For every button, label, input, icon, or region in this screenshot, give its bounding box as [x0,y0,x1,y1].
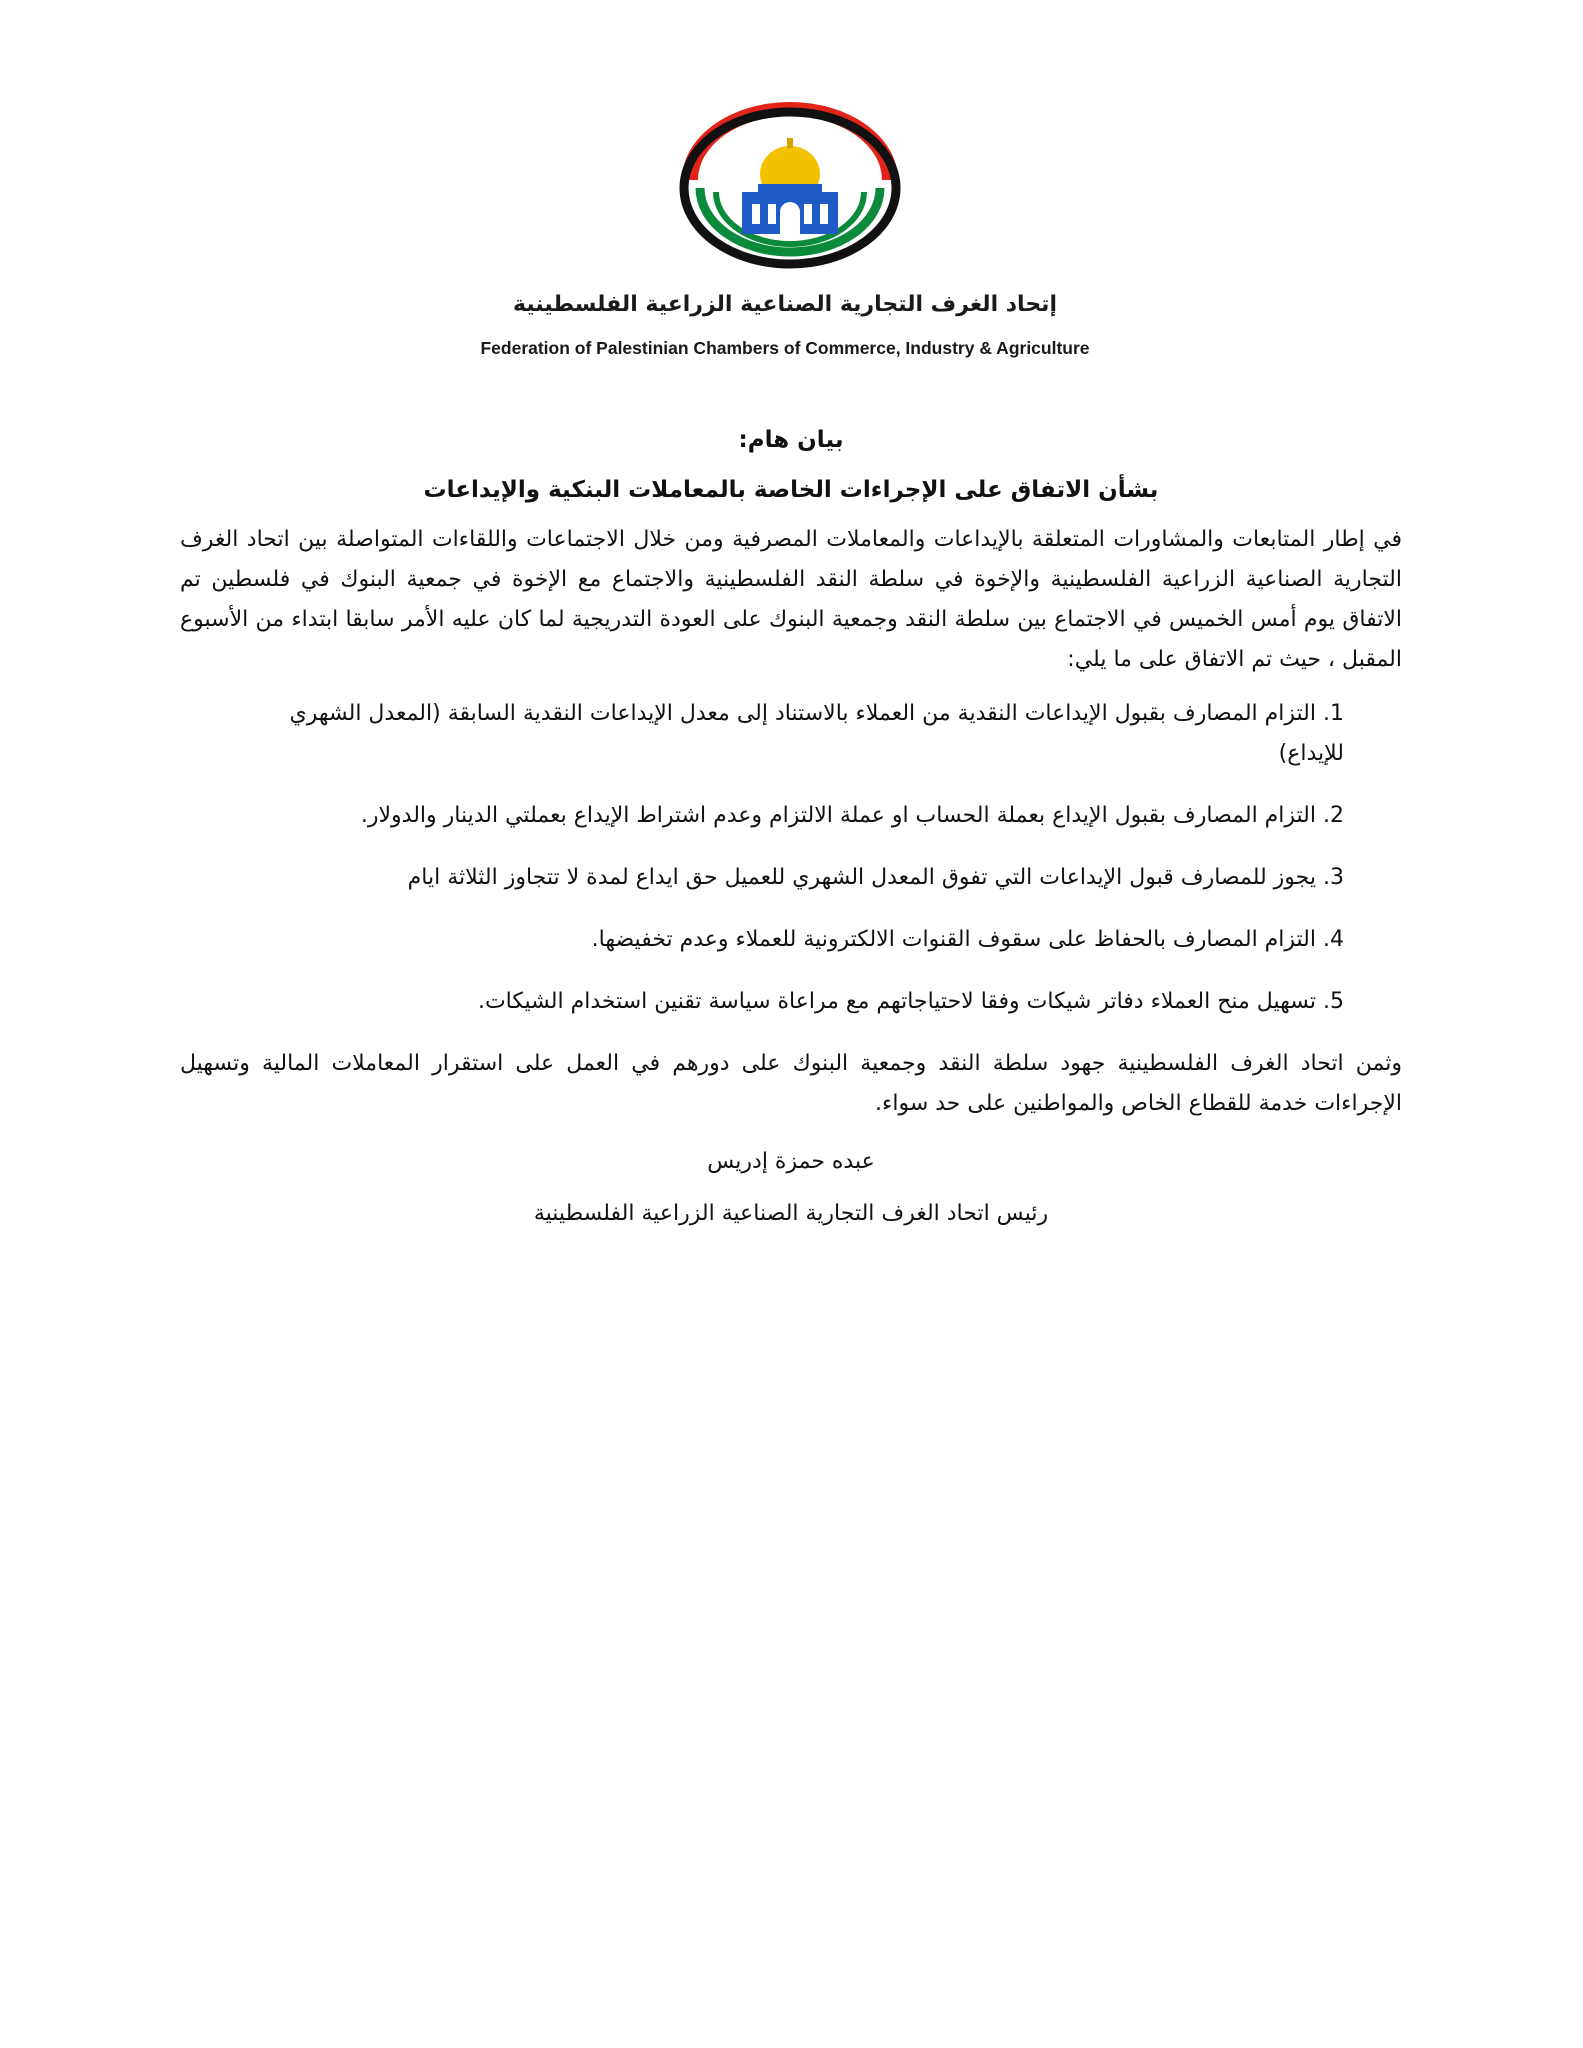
item-text: التزام المصارف بالحفاظ على سقوف القنوات الالكترونية للعملاء وعدم تخفيضها. [591,927,1316,952]
item-number: 2. [1323,803,1344,828]
item-text: تسهيل منح العملاء دفاتر شيكات وفقا لاحتياجاتهم مع مراعاة سياسة تقنين استخدام الشيكات. [477,989,1316,1014]
item-text: التزام المصارف بقبول الإيداع بعملة الحساب او عملة الالتزام وعدم اشتراط الإيداع بعملتي الدينار والدولار. [360,803,1316,828]
list-item [250,796,1344,836]
list-item [250,694,1344,774]
org-name-english: Federation of Palestinian Chambers of Commerce, Industry & Agriculture [480,338,1090,358]
closing-paragraph: وثمن اتحاد الغرف الفلسطينية جهود سلطة النقد وجمعية البنوك على دورهم في العمل على استقرار المعاملات المالية وتسهيل الإجراءات خدمة للقطاع الخاص والمواطنين على حد سواء. [180,1051,1402,1116]
intro-paragraph: في إطار المتابعات والمشاورات المتعلقة بالإيداعات والمعاملات المصرفية ومن خلال الاجتماعات واللقاءات المتواصلة بين اتحاد الغرف التجارية الصناعية الزراعية الفلسطينية والإخوة في سلطة النقد الفلسطينية والاجتماع مع الإخوة في جمعية البنوك في فلسطين تم الاتفاق يوم أمس الخميس في الاجتماع بين سلطة النقد وجمعية البنوك على العودة التدريجية لما كان عليه الأمر سابقا ابتداء من الأسبوع المقبل ، حيث تم الاتفاق على ما يلي: [180,527,1402,672]
list-item [250,982,1344,1022]
agreement-list [180,694,1402,1022]
item-number: 5. [1323,989,1344,1014]
statement-subject: بشأن الاتفاق على الإجراءات الخاصة بالمعاملات البنكية والإيداعات [423,477,1159,503]
item-text: التزام المصارف بقبول الإيداعات النقدية من العملاء بالاستناد إلى معدل الإيداعات النقدية السابقة (المعدل الشهري للإيداع) [289,701,1344,766]
item-number: 4. [1323,927,1344,952]
statement-body [180,420,1402,1234]
signer-name: عبده حمزة إدريس [707,1149,875,1174]
list-item [250,920,1344,960]
dome-of-the-rock-logo-icon [660,92,920,282]
org-name-arabic: إتحاد الغرف التجارية الصناعية الزراعية الفلسطينية [513,292,1057,317]
federation-logo [660,92,920,282]
list-item [250,858,1344,898]
item-number: 1. [1323,701,1344,726]
statement-title: بيان هام: [738,427,844,453]
signer-title: رئيس اتحاد الغرف التجارية الصناعية الزراعية الفلسطينية [533,1201,1049,1226]
item-number: 3. [1323,865,1344,890]
item-text: يجوز للمصارف قبول الإيداعات التي تفوق المعدل الشهري للعميل حق ايداع لمدة لا تتجاوز الثلاثة ايام [407,865,1316,890]
